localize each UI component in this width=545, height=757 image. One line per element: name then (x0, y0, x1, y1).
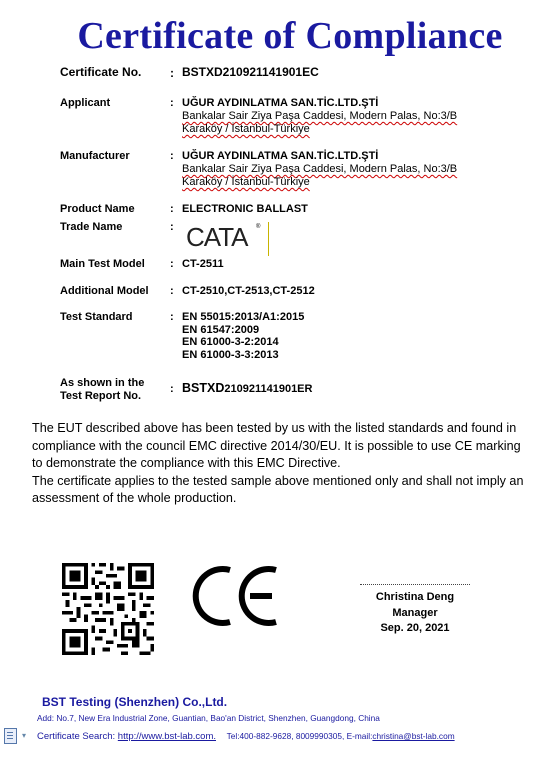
colon: : (170, 66, 174, 80)
report-label-line-2: Test Report No. (60, 390, 142, 402)
product-name-label: Product Name (60, 203, 135, 215)
compliance-statement (32, 420, 532, 508)
signatory-role: Manager (392, 606, 438, 619)
paragraph-1: The EUT described above has been tested by us with the listed standards and found in compliance with the council EMC directive 2014/30/EU. It is possible to use CE marking to demonstrate the compliance with this EMC Directive. (32, 421, 521, 470)
colon: : (170, 150, 174, 162)
dropdown-arrow-icon[interactable]: ▾ (22, 731, 27, 740)
signatory-name: Christina Deng (375, 591, 455, 603)
manufacturer-block (182, 150, 457, 189)
applicant-address-1: Bankalar Sair Ziya Paşa Caddesi, Modern Palas, No:3/B (182, 110, 458, 122)
certificate-search-line (37, 731, 455, 742)
company-address: Add: No.7, New Era Industrial Zone, Guantian, Bao'an District, Shenzhen, Guangdong, China (37, 713, 380, 723)
standard-item: EN 61547:2009 (182, 323, 260, 336)
company-name: BST Testing (Shenzhen) Co.,Ltd. (42, 695, 228, 709)
signatory-block (360, 584, 470, 637)
cert-no-value: BSTXD210921141901EC (182, 65, 319, 79)
colon: : (170, 285, 174, 297)
report-label-line-1: As shown in the (60, 377, 145, 389)
additional-model-label: Additional Model (60, 285, 149, 297)
colon: : (170, 97, 174, 109)
applicant-address-2: Karaköy / İstanbul-Türkiye (182, 123, 310, 135)
test-standard-list (182, 311, 304, 361)
additional-model-value: CT-2510,CT-2513,CT-2512 (182, 285, 315, 297)
contact-tel: Tel:400-882-9628, 8009990305, E-mail: (226, 731, 373, 741)
cata-logo-text: CATA (186, 222, 248, 252)
signature-line (360, 584, 470, 585)
manufacturer-name: UĞUR AYDINLATMA SAN.TİC.LTD.ŞTİ (182, 150, 379, 162)
colon: : (170, 221, 174, 233)
applicant-label: Applicant (60, 97, 111, 109)
manufacturer-label: Manufacturer (60, 150, 130, 162)
manufacturer-address-1: Bankalar Sair Ziya Paşa Caddesi, Modern Palas, No:3/B (182, 163, 458, 175)
main-model-label: Main Test Model (60, 258, 145, 270)
report-no-label (60, 377, 155, 403)
standard-item: EN 61000-3-2:2014 (182, 336, 279, 348)
applicant-name: UĞUR AYDINLATMA SAN.TİC.LTD.ŞTİ (182, 97, 379, 109)
colon: : (170, 383, 174, 395)
test-standard-label: Test Standard (60, 311, 133, 323)
standard-item: EN 61000-3-3:2013 (182, 348, 279, 361)
cata-logo (186, 222, 270, 256)
qr-code (62, 563, 154, 655)
applicant-block (182, 97, 457, 136)
paragraph-2: The certificate applies to the tested sample above mentioned only and shall not imply an assessment of the whole production. (32, 473, 524, 505)
trade-name-label: Trade Name (60, 221, 123, 233)
signatory-date: Sep. 20, 2021 (380, 622, 450, 634)
product-name-value: ELECTRONIC BALLAST (182, 203, 308, 215)
search-label: Certificate Search: (37, 731, 116, 742)
report-no-value (182, 382, 312, 396)
email-link[interactable]: christina@bst-lab.com (372, 731, 455, 741)
logo-divider (268, 222, 269, 256)
cert-no-label: Certificate No. (60, 65, 142, 79)
registered-mark: ® (256, 224, 261, 230)
standard-item: EN 55015:2013/A1:2015 (182, 311, 305, 323)
colon: : (170, 203, 174, 215)
report-prefix: BSTXD (182, 381, 225, 395)
manufacturer-address-2: Karaköy / İstanbul-Türkiye (182, 176, 310, 188)
document-icon (4, 728, 17, 744)
colon: : (170, 311, 174, 323)
ce-mark (190, 562, 282, 630)
main-model-value: CT-2511 (182, 258, 224, 270)
colon: : (170, 258, 174, 270)
report-number: 210921141901ER (224, 383, 313, 395)
certificate-title: Certificate of Compliance (77, 15, 503, 57)
website-link[interactable]: http://www.bst-lab.com. (117, 731, 216, 742)
